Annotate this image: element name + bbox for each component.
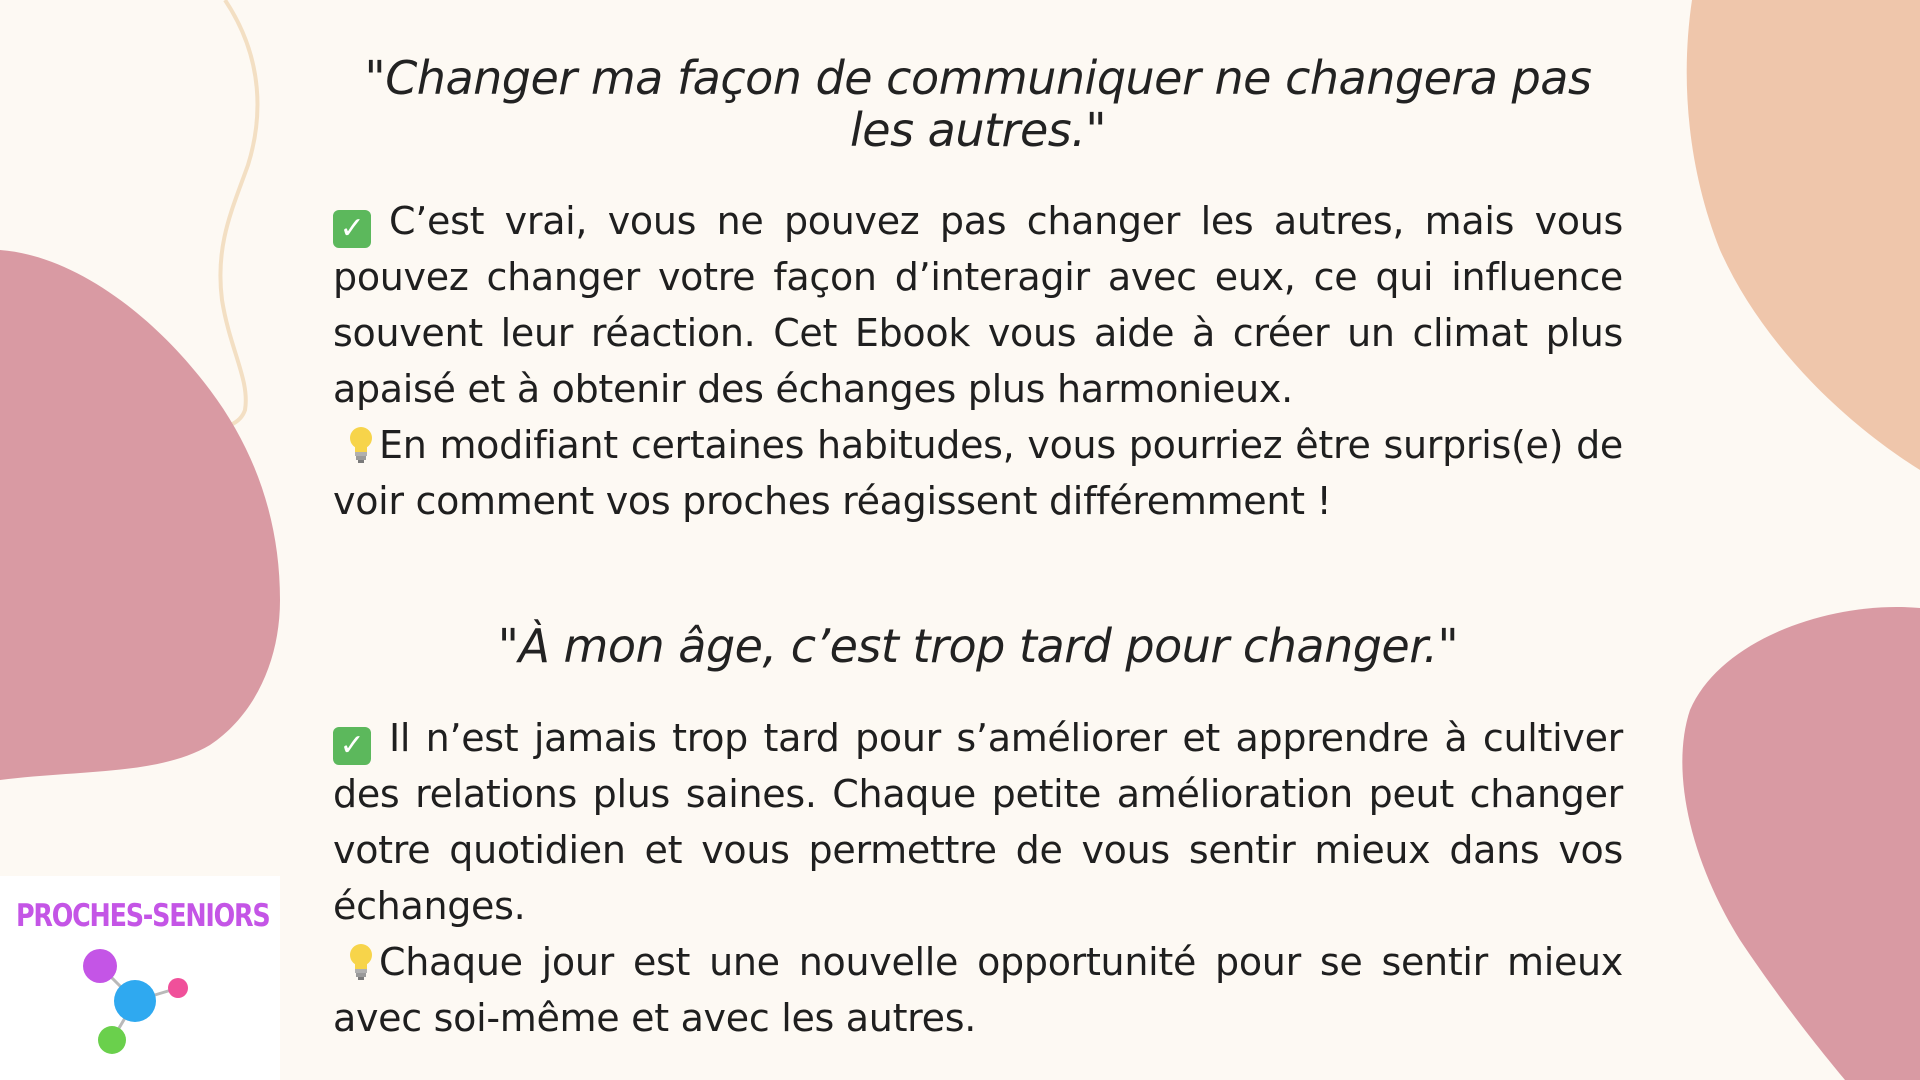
wavy-line-decoration	[200, 0, 257, 430]
logo-dot-blue	[114, 980, 156, 1022]
pink-blob-bottom-right	[1682, 607, 1920, 1080]
answer-block-1	[333, 193, 1623, 529]
logo-text: PROCHES-SENIORS	[16, 898, 270, 934]
light-bulb-icon	[347, 941, 375, 981]
answer-text-2: Il n’est jamais trop tard pour s’améliorer et apprendre à cultiver des relations plus saines. Chaque petite amélioration peut changer votre quotidien et vous permettre de vous sentir mieux dans vos échanges.	[333, 716, 1623, 928]
light-bulb-icon	[347, 424, 375, 464]
tip-paragraph-2	[333, 934, 1623, 1046]
pink-blob-left	[0, 250, 280, 780]
tip-paragraph-1	[333, 417, 1623, 529]
check-mark-icon: ✓	[333, 727, 371, 765]
answer-block-2	[333, 710, 1623, 1046]
objection-quote-2: "À mon âge, c’est trop tard pour changer."	[497, 619, 1459, 673]
peach-blob-top-right	[1687, 0, 1920, 470]
logo-dot-pink	[168, 978, 188, 998]
logo-dot-green	[98, 1026, 126, 1054]
tip-text-2: Chaque jour est une nouvelle opportunité pour se sentir mieux avec soi-même et avec les autres.	[333, 940, 1623, 1040]
molecule-icon	[0, 936, 280, 1080]
answer-text-1: C’est vrai, vous ne pouvez pas changer les autres, mais vous pouvez changer votre façon d’interagir avec eux, ce qui influence souvent leur réaction. Cet Ebook vous aide à créer un climat plus apaisé et à obtenir des échanges plus harmonieux.	[333, 199, 1623, 411]
answer-paragraph-2	[333, 710, 1623, 934]
check-mark-icon: ✓	[333, 210, 371, 248]
tip-text-1: En modifiant certaines habitudes, vous pourriez être surpris(e) de voir comment vos proches réagissent différemment !	[333, 423, 1623, 523]
objection-quote-1: "Changer ma façon de communiquer ne changera pas les autres."	[364, 51, 1592, 157]
answer-paragraph-1	[333, 193, 1623, 417]
logo-dot-purple	[83, 949, 117, 983]
proches-seniors-logo	[0, 876, 280, 1080]
